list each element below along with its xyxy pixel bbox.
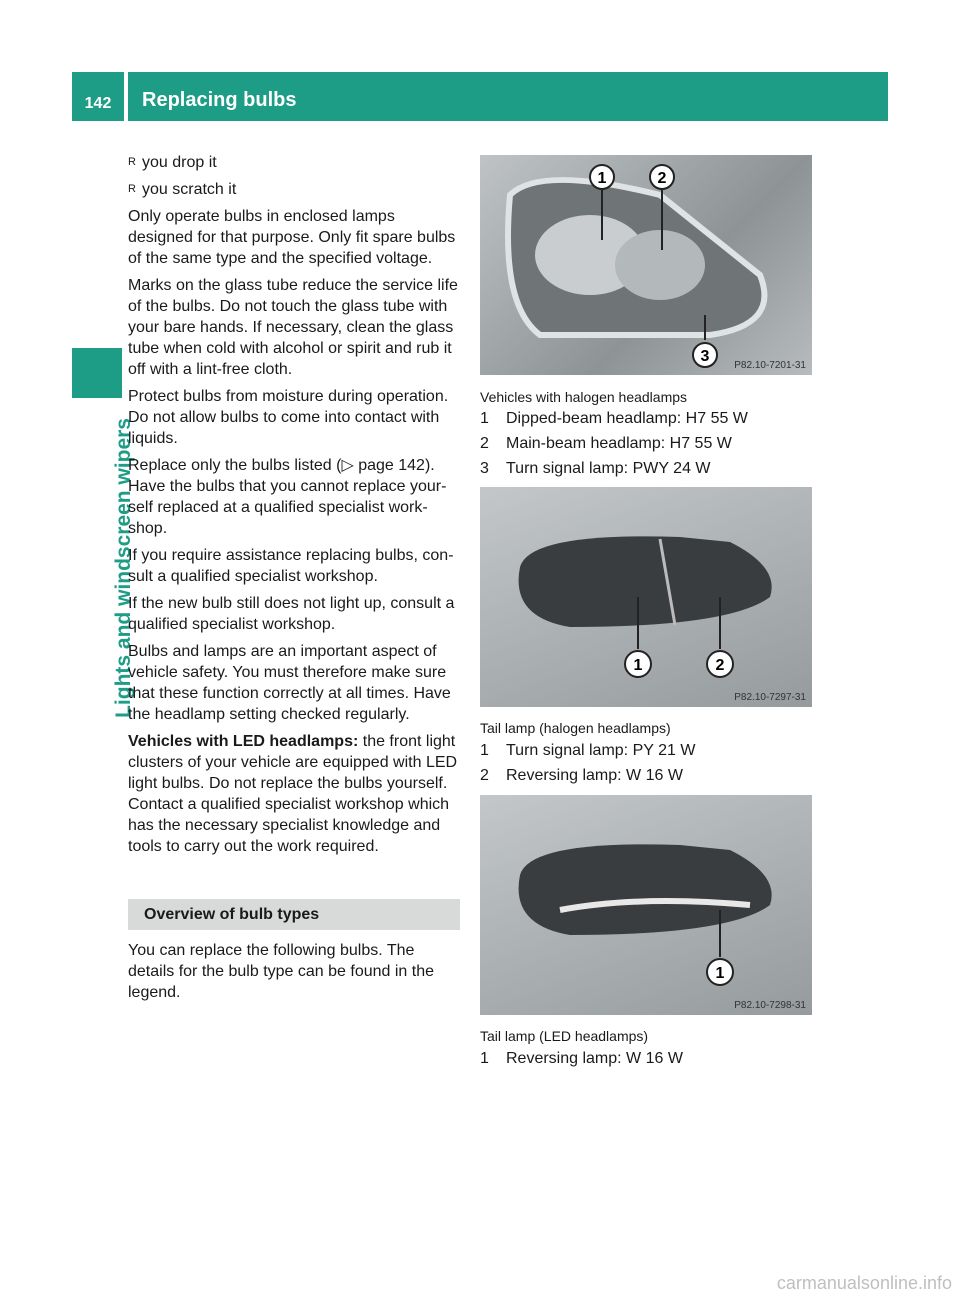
figure-caption: Tail lamp (LED headlamps) [480,1028,649,1044]
legend-text: Main-beam headlamp: H7 55 W [506,435,732,452]
callout-number: 1 [597,170,607,187]
bullet-text: you scratch it [142,181,237,198]
legend-text: Dipped-beam headlamp: H7 55 W [506,410,748,427]
callout-number: 2 [715,657,725,674]
legend-text: Reversing lamp: W 16 W [506,767,683,784]
callout-number: 2 [657,170,667,187]
bullet-marker: R [128,156,136,168]
legend-text: Reversing lamp: W 16 W [506,1050,683,1067]
legend-number: 1 [480,410,489,427]
legend-item [480,410,748,428]
paragraph: If you require assistance replacing bulbs, consult a qualified specialist workshop. [128,547,454,585]
paragraph: Marks on the glass tube reduce the service life of the bulbs. Do not touch the glass tube with your bare hands. If necessary, clean the glass tube when cold with alcohol or spirit and rub it off with a lint-free cloth. [128,277,458,378]
legend-item [480,435,732,453]
figure-code: P82.10-7201-31 [734,360,806,371]
tail-lamp-body-icon [519,536,772,627]
legend-number: 2 [480,435,489,452]
lens-icon [615,230,705,300]
tail-lamp-led-photo [480,795,812,1015]
legend-number: 2 [480,767,489,784]
bullet-item [128,179,460,200]
figure-code: P82.10-7297-31 [734,692,806,703]
paragraph: Protect bulbs from moisture during operation. Do not allow bulbs to come into contact with liquids. [128,388,449,447]
legend-text: Turn signal lamp: PWY 24 W [506,460,711,477]
section-heading: Overview of bulb types [128,899,460,930]
bullet-marker: R [128,183,136,195]
callout-number: 1 [633,657,643,674]
legend-item [480,460,711,478]
paragraph: Bulbs and lamps are an important aspect of vehicle safety. You must therefore make sure that these function correctly at all times. Have the headlamp setting checked regularly. [128,643,451,723]
headlamp-photo [480,155,812,375]
legend-item [480,1050,683,1068]
paragraph: You can replace the following bulbs. The details for the bulb type can be found in the legend. [128,942,434,1001]
watermark: carmanualsonline.info [776,1273,952,1293]
bullet-text: you drop it [142,154,217,171]
side-tab-label: Lights and windscreen wipers [112,418,135,718]
led-headlamps-label: Vehicles with LED headlamps: [128,733,359,750]
figure-caption: Vehicles with halogen headlamps [480,389,688,405]
callout-number: 3 [700,348,710,365]
side-tab-marker [72,348,122,398]
legend-item [480,742,695,760]
body-text-column [128,152,460,1009]
bullet-item [128,152,460,173]
tail-lamp-illustration [480,795,812,1015]
paragraph [128,731,460,857]
paragraph: Only operate bulbs in enclosed lamps designed for that purpose. Only fit spare bulbs of the same type and the specified voltage. [128,208,456,267]
figure-code: P82.10-7298-31 [734,1000,806,1011]
tail-lamp-illustration [480,487,812,707]
paragraph: If the new bulb still does not light up, consult a qualified specialist workshop. [128,595,455,633]
page-title: Replacing bulbs [128,72,888,121]
figure-caption: Tail lamp (halogen headlamps) [480,720,671,736]
legend-number: 1 [480,1050,489,1067]
page-number: 142 [72,72,124,121]
tail-lamp-halogen-photo [480,487,812,707]
headlamp-illustration [480,155,812,375]
legend-item [480,767,683,785]
led-headlamps-text: the front light clusters of your vehicle are equipped with LED light bulbs. Do not replace the bulbs yourself. Contact a qualified specialist workshop which has the necessary specialist knowledge and tools to carry out the work required. [128,733,458,855]
callout-number: 1 [715,965,725,982]
legend-text: Turn signal lamp: PY 21 W [506,742,696,759]
legend-number: 3 [480,460,489,477]
paragraph: Replace only the bulbs listed (▷ page 142). Have the bulbs that you cannot replace yourself replaced at a qualified specialist workshop. [128,457,447,537]
legend-number: 1 [480,742,489,759]
tail-lamp-body-icon [519,844,772,935]
